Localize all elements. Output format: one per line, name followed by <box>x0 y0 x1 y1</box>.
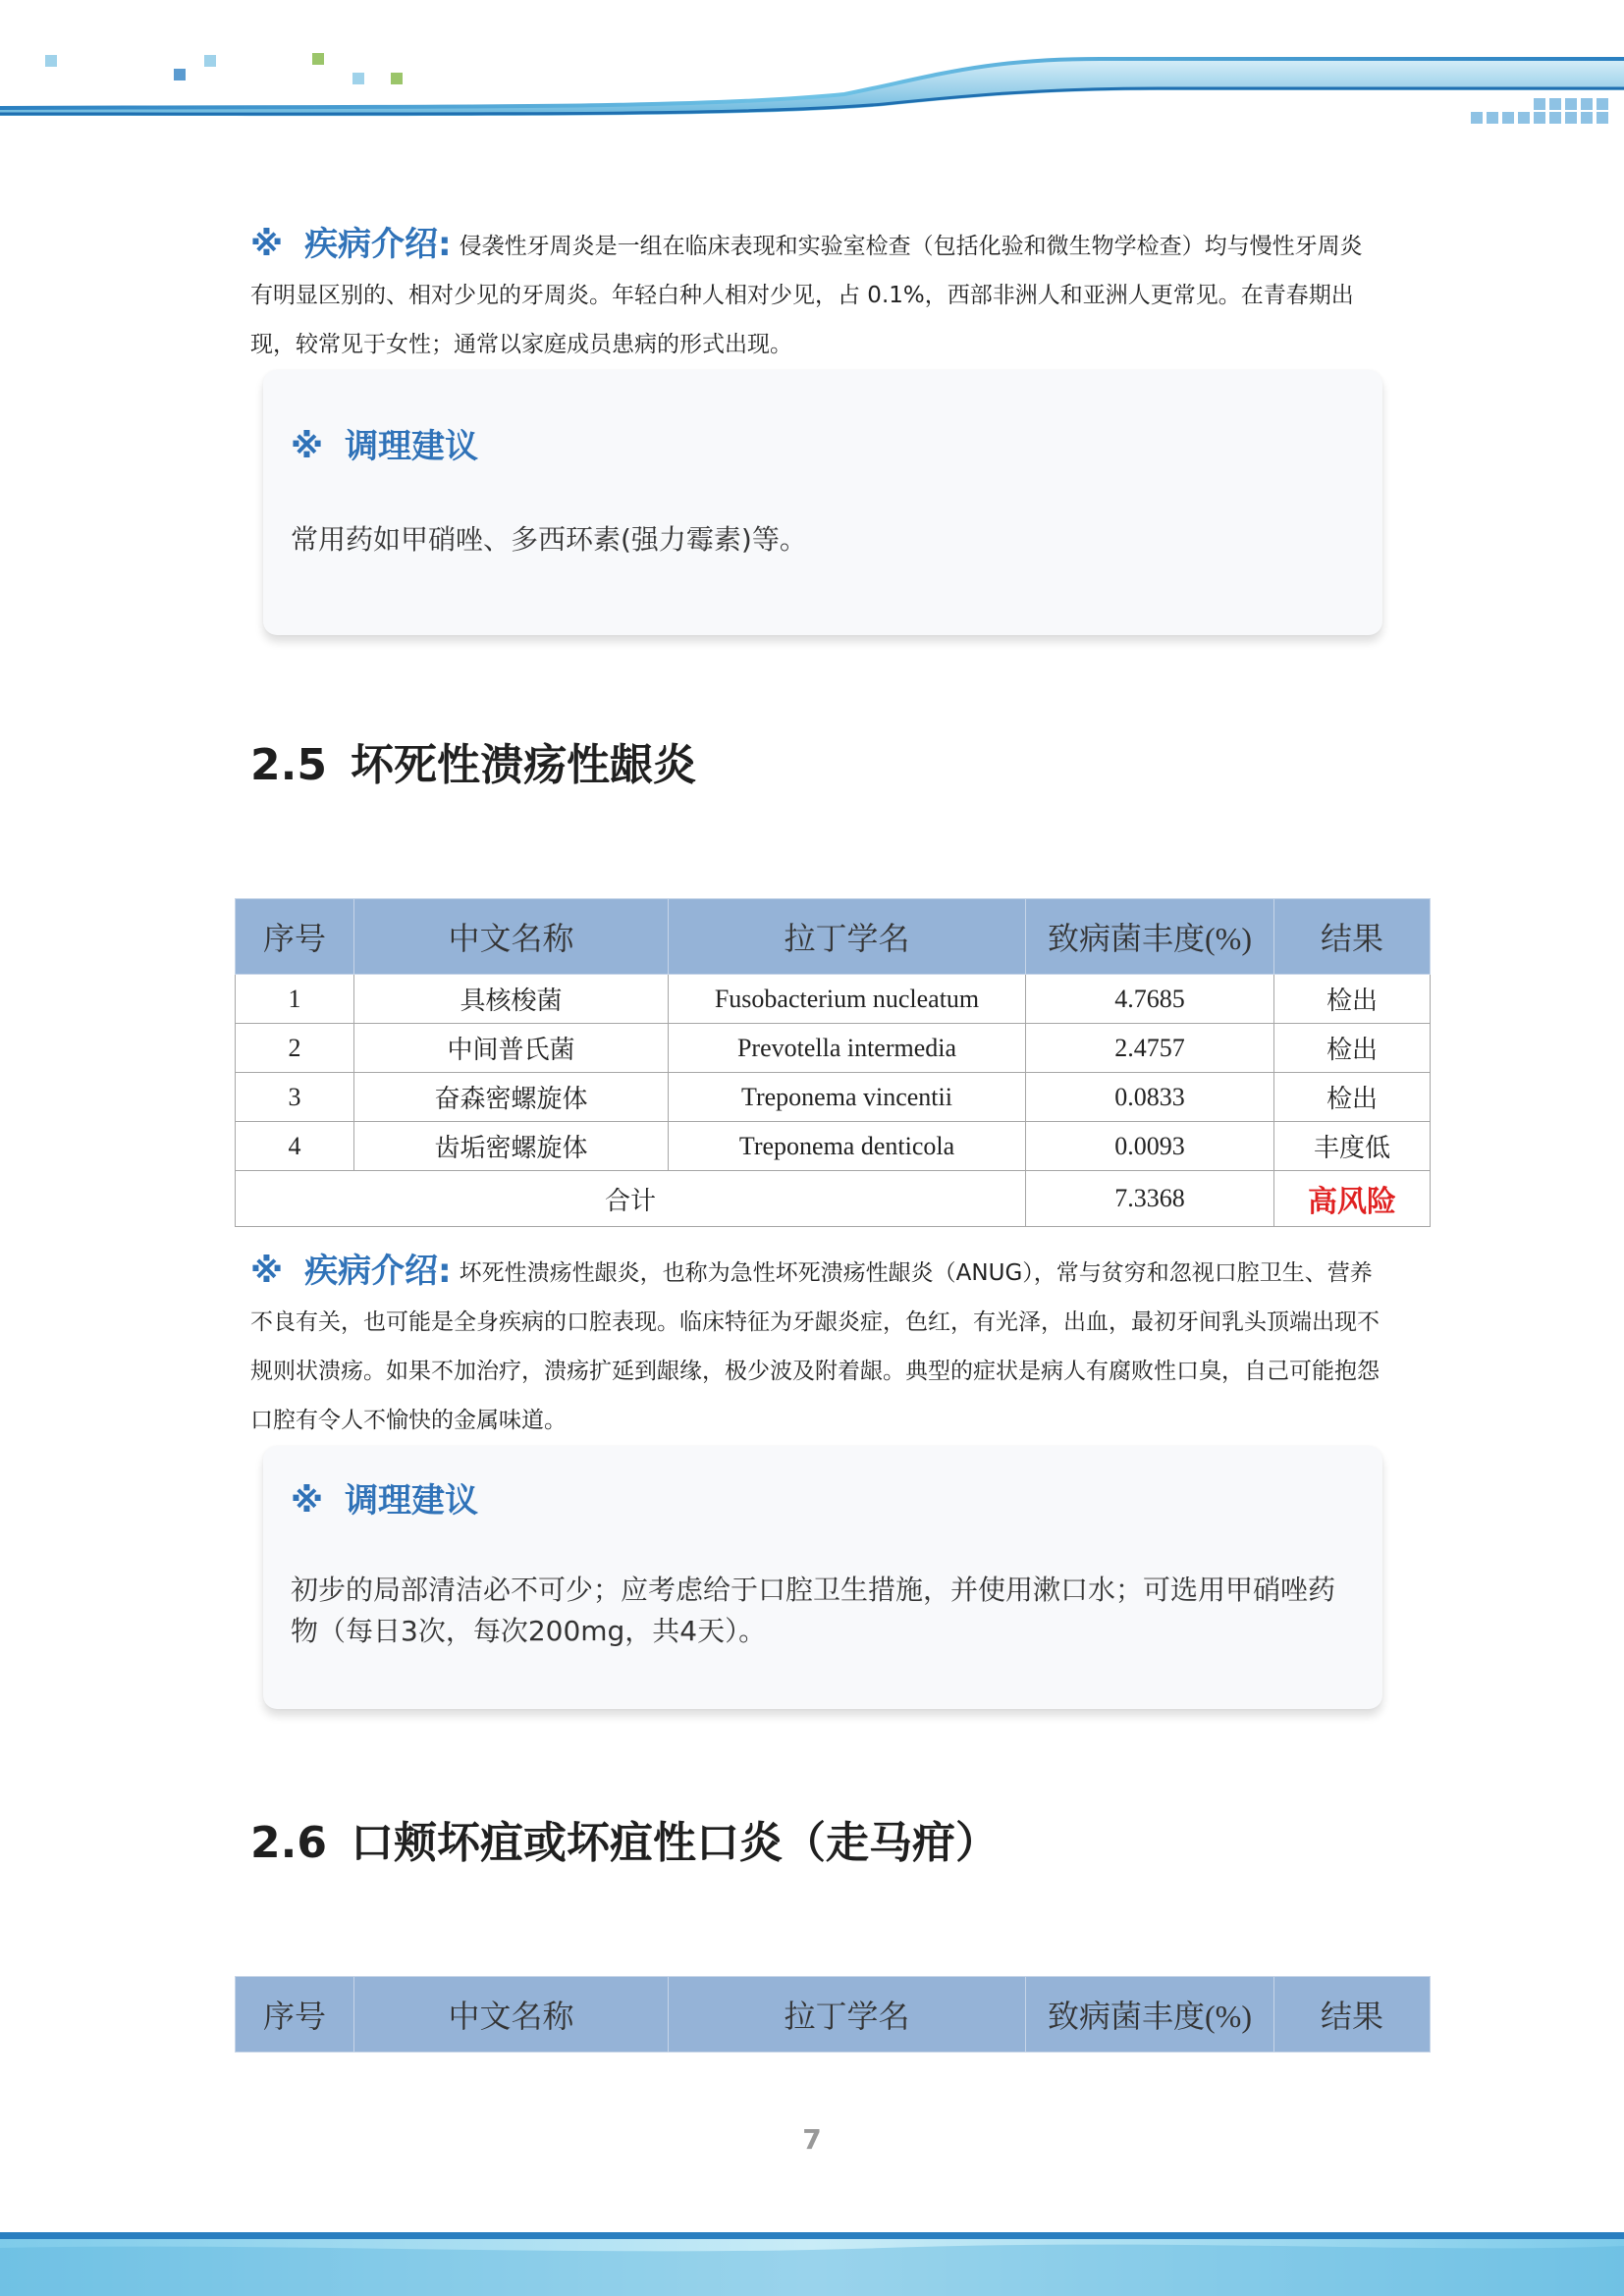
reference-mark-icon: ※ <box>250 225 284 264</box>
reference-mark-icon: ※ <box>291 1481 324 1521</box>
header-abundance: 致病菌丰度(%) <box>1026 1977 1274 2053</box>
reference-mark-icon: ※ <box>291 427 324 466</box>
header-result: 结果 <box>1274 899 1431 975</box>
header-decoration <box>0 0 1624 137</box>
intro-label: 疾病介绍: <box>304 225 452 264</box>
header-result: 结果 <box>1274 1977 1431 2053</box>
header-abundance: 致病菌丰度(%) <box>1026 899 1274 975</box>
section-title-text: 坏死性溃疡性龈炎 <box>350 740 696 790</box>
cell-latin-name: Treponema vincentii <box>669 1073 1026 1122</box>
cell-chinese-name: 齿垢密螺旋体 <box>354 1122 669 1171</box>
section-number: 2.5 <box>250 740 327 790</box>
advice-title-1 <box>291 427 478 466</box>
cell-chinese-name: 中间普氏菌 <box>354 1024 669 1073</box>
intro-label: 疾病介绍: <box>304 1252 452 1291</box>
header-chinese-name: 中文名称 <box>354 1977 669 2053</box>
cell-serial: 2 <box>236 1024 354 1073</box>
disease-intro-1 <box>250 220 1380 369</box>
header-serial: 序号 <box>236 899 354 975</box>
advice-title-2 <box>291 1481 478 1521</box>
advice-title-text: 调理建议 <box>345 427 479 466</box>
cell-total-label: 合计 <box>236 1171 1026 1227</box>
cell-serial: 3 <box>236 1073 354 1122</box>
header-latin-name: 拉丁学名 <box>669 899 1026 975</box>
disease-intro-2 <box>250 1247 1380 1445</box>
intro-heading-1 <box>250 225 460 264</box>
header-latin-name: 拉丁学名 <box>669 1977 1026 2053</box>
reference-mark-icon: ※ <box>250 1252 284 1291</box>
advice-card-1 <box>263 370 1382 635</box>
table-total-row <box>236 1171 1431 1227</box>
section-title-text: 口颊坏疽或坏疽性口炎（走马疳） <box>350 1818 999 1868</box>
pathogen-table-1 <box>235 898 1431 1227</box>
table-row <box>236 975 1431 1024</box>
cell-abundance: 4.7685 <box>1026 975 1274 1024</box>
advice-text-2: 初步的局部清洁必不可少；应考虑给于口腔卫生措施，并使用漱口水；可选用甲硝唑药物（每日3次，每次200mg，共4天）。 <box>291 1574 1336 1647</box>
table-row <box>236 1024 1431 1073</box>
table-header-row <box>236 1977 1431 2053</box>
intro-text: 坏死性溃疡性龈炎，也称为急性坏死溃疡性龈炎（ANUG），常与贫穷和忽视口腔卫生、营养不良有关，也可能是全身疾病的口腔表现。临床特征为牙龈炎症，色红，有光泽，出血，最初牙间乳头顶端出现不规则状溃疡。如果不加治疗，溃疡扩延到龈缘，极少波及附着龈。典型的症状是病人有腐败性口臭，自己可能抱怨口腔有令人不愉快的金属味道。 <box>250 1260 1380 1433</box>
cell-result: 检出 <box>1274 1024 1431 1073</box>
header-chinese-name: 中文名称 <box>354 899 669 975</box>
cell-result: 丰度低 <box>1274 1122 1431 1171</box>
cell-latin-name: Treponema denticola <box>669 1122 1026 1171</box>
advice-title-text: 调理建议 <box>345 1481 479 1521</box>
cell-result: 检出 <box>1274 1073 1431 1122</box>
table-row <box>236 1122 1431 1171</box>
section-heading-2-6 <box>250 1816 999 1871</box>
cell-abundance: 0.0093 <box>1026 1122 1274 1171</box>
cell-latin-name: Prevotella intermedia <box>669 1024 1026 1073</box>
section-heading-2-5 <box>250 738 696 793</box>
footer-decoration <box>0 2218 1624 2296</box>
header-serial: 序号 <box>236 1977 354 2053</box>
intro-text: 侵袭性牙周炎是一组在临床表现和实验室检查（包括化验和微生物学检查）均与慢性牙周炎有明显区别的、相对少见的牙周炎。年轻白种人相对少见，占 0.1%，西部非洲人和亚洲人更常见。在青春期出现，较常见于女性；通常以家庭成员患病的形式出现。 <box>250 234 1363 357</box>
table-row <box>236 1073 1431 1122</box>
cell-latin-name: Fusobacterium nucleatum <box>669 975 1026 1024</box>
section-number: 2.6 <box>250 1818 327 1868</box>
intro-heading-2 <box>250 1252 460 1291</box>
advice-card-2 <box>263 1446 1382 1709</box>
cell-chinese-name: 奋森密螺旋体 <box>354 1073 669 1122</box>
pathogen-table-2 <box>235 1976 1431 2053</box>
cell-serial: 1 <box>236 975 354 1024</box>
table-header-row <box>236 899 1431 975</box>
page-number: 7 <box>802 2123 822 2156</box>
cell-chinese-name: 具核梭菌 <box>354 975 669 1024</box>
cell-risk-level: 高风险 <box>1274 1171 1431 1227</box>
cell-total-abundance: 7.3368 <box>1026 1171 1274 1227</box>
advice-text-1: 常用药如甲硝唑、多西环素(强力霉素)等。 <box>291 523 807 556</box>
cell-result: 检出 <box>1274 975 1431 1024</box>
cell-serial: 4 <box>236 1122 354 1171</box>
cell-abundance: 2.4757 <box>1026 1024 1274 1073</box>
cell-abundance: 0.0833 <box>1026 1073 1274 1122</box>
